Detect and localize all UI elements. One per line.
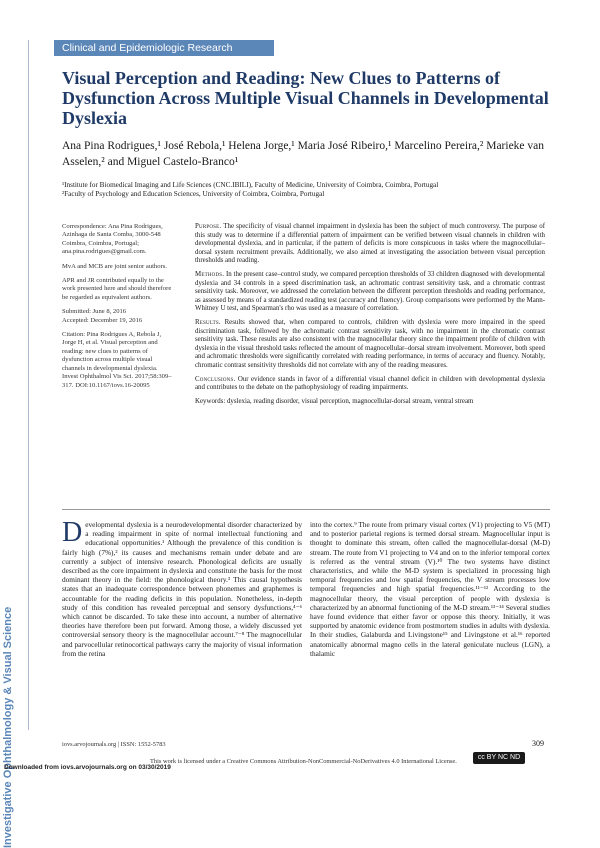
affiliation-2: ²Faculty of Psychology and Education Sciences, University of Coimbra, Coimbra, Portugal	[62, 190, 325, 198]
page-number: 309	[532, 739, 544, 748]
affiliations	[62, 181, 552, 199]
correspondence: Correspondence: Ana Pina Rodrigues, Azinhaga de Santa Comba, 3000-548 Coimbra, Coimbra, Portugal; ana.pina.rodrigues@gmail.com.	[62, 223, 163, 256]
keywords: Keywords: dyslexia, reading disorder, visual perception, magnocellular-dorsal stream, ventral stream	[195, 397, 474, 405]
body-column-right	[310, 520, 550, 658]
journal-footer[interactable]: iovs.arvojournals.org | ISSN: 1552-5783	[62, 741, 166, 748]
download-stamp: Downloaded from iovs.arvojournals.org on 03/30/2019	[4, 764, 171, 771]
abstract-heading: Results.	[195, 318, 221, 326]
section-banner: Clinical and Epidemiologic Research	[54, 40, 274, 56]
equal-contribution-note: APR and JR contributed equally to the work presented here and should therefore be regarded as equivalent authors.	[62, 277, 172, 301]
senior-authors-note: MvA and MCB are joint senior authors.	[62, 262, 167, 270]
divider	[62, 509, 550, 510]
abstract-results: Results. Results showed that, when compared to controls, children with dyslexia were more impaired in the speed discrimination task, followed by the achromatic contrast sensitivity task, with no impairment in the chromatic contrast sensitivity task. These results are also consistent with the magnocellular theory since the impairment profile of children with dyslexia in the visual threshold tasks reflected the amount of magnocellular–dorsal stream involvement. Moreover, both speed and achromatic thresholds were significantly correlated with reading performance, in terms of accuracy and fluency. Notably, chromatic contrast sensitivity thresholds did not correlate with any of the reading measures.	[195, 318, 545, 369]
abstract-purpose: Purpose. The specificity of visual channel impairment in dyslexia has been the subject of much controversy. The purpose of this study was to determine if a differential pattern of impairment can be verified between visual channels in children with developmental dyslexia, and in particular, if the pattern of deficits is more conspicuous in tasks where the magnocellular–dorsal system recruitment prevails. Additionally, we also aimed at investigating the association between visual perception thresholds and reading.	[195, 223, 545, 265]
abstract-conclusions: Conclusions. Our evidence stands in favor of a differential visual channel deficit in children with developmental dyslexia and contributes to the debate on the pathophysiology of reading impairments.	[195, 375, 545, 392]
abstract-heading: Conclusions.	[195, 375, 236, 383]
cc-license-icon[interactable]: cc BY NC ND	[473, 752, 525, 764]
abstract-heading: Methods.	[195, 270, 225, 278]
abstract	[195, 223, 545, 411]
article-sidebar	[62, 223, 174, 396]
drop-cap: D	[62, 517, 83, 548]
abstract-heading: Purpose.	[195, 223, 222, 230]
author-list: Ana Pina Rodrigues,¹ José Rebola,¹ Helena Jorge,¹ Maria José Ribeiro,¹ Marcelino Pereira,² Marieke van Asselen,² and Miguel Castelo-Branco¹	[62, 140, 545, 168]
article-title: Visual Perception and Reading: New Clues to Patterns of Dysfunction Across Multiple Visual Channels in Developmental Dyslexia	[62, 68, 549, 128]
submitted-date: Submitted: June 8, 2016	[62, 308, 127, 316]
body-text-left: evelopmental dyslexia is a neurodevelopmental disorder characterized by a reading impairment in spite of normal intellectual functioning and educational opportunities.¹ Although the prevalence of this condition is fairly high (7%),² its causes and mechanisms remain under debate and are currently a subject of intensive research. Phonological deficits are usually described as the core impairment in dyslexia and constitute the basis for the most dominant theory in the field: the phonological theory.³ This causal hypothesis states that an inadequate correspondence between phonemes and graphemes is accountable for the reading deficits in this population. Nonetheless, in-depth study of this condition has revealed perceptual and sensory dysfunctions,⁴⁻⁶ which cannot be discarded. To take these into account, a number of alternative theories have therefore been put forward. Among those, a widely discussed yet controversial sensory theory is the magnocellular account.⁷⁻⁸ The magnocellular and parvocellular retinocortical pathways carry the majority of visual information from the retina	[62, 520, 302, 658]
citation: Citation: Pina Rodrigues A, Rebola J, Jorge H, et al. Visual perception and reading: new clues to patterns of dysfunction across multiple visual channels in developmental dyslexia. Invest Ophthalmol Vis Sci. 2017;58:309–317. DOI:10.1167/iovs.16-20095	[62, 331, 172, 389]
journal-name-vertical: Investigative Ophthalmology & Visual Science	[2, 606, 14, 848]
affiliation-1: ¹Institute for Biomedical Imaging and Life Sciences (CNC.IBILI), Faculty of Medicine, University of Coimbra, Coimbra, Portugal	[62, 181, 439, 189]
license-note[interactable]: This work is licensed under a Creative Commons Attribution-NonCommercial-NoDerivatives 4.0 International License.	[150, 758, 457, 765]
accepted-date: Accepted: December 19, 2016	[62, 316, 143, 324]
body-column-left	[62, 517, 302, 658]
body-text-right: into the cortex.⁹ The route from primary visual cortex (V1) projecting to V5 (MT) and to posterior parietal regions is termed dorsal stream. Magnocellular input is thought to dominate this stream, often called the magnocellular-dorsal (M-D) stream. The route from V1 projecting to V4 and on to the inferior temporal cortex is referred as the ventral stream (V).¹⁰ The two systems have distinct characteristics, and while the M-D system is specialized in processing high temporal frequencies and low spatial frequencies, the V stream processes low temporal frequencies and high spatial frequencies.¹¹⁻¹² According to the magnocellular theory, the visual perception of people with dyslexia is characterized by an abnormal functioning of the M-D stream.¹³⁻¹⁴ Several studies have found evidence that either favor or oppose this theory. Initially, it was supported by anatomic evidence from postmortem studies in adults with dyslexia. In their studies, Galaburda and Livingstone¹⁵ and Livingstone et al.¹⁶ reported anatomically abnormal magno cells in the lateral geniculate nucleus (LGN), a thalamic	[310, 520, 550, 658]
abstract-methods: Methods. In the present case–control study, we compared perception thresholds of 33 children diagnosed with developmental dyslexia and 34 controls in a speed discrimination task, an achromatic contrast sensitivity task, and a chromatic contrast sensitivity task. Moreover, we addressed the correlation between the different perception thresholds and reading performance, as assessed by means of a standardized reading test (accuracy and fluency). Group comparisons were performed by the Mann-Whitney U test, and Spearman's rho was used as a measure of correlation.	[195, 270, 545, 313]
margin-rule	[28, 40, 29, 730]
